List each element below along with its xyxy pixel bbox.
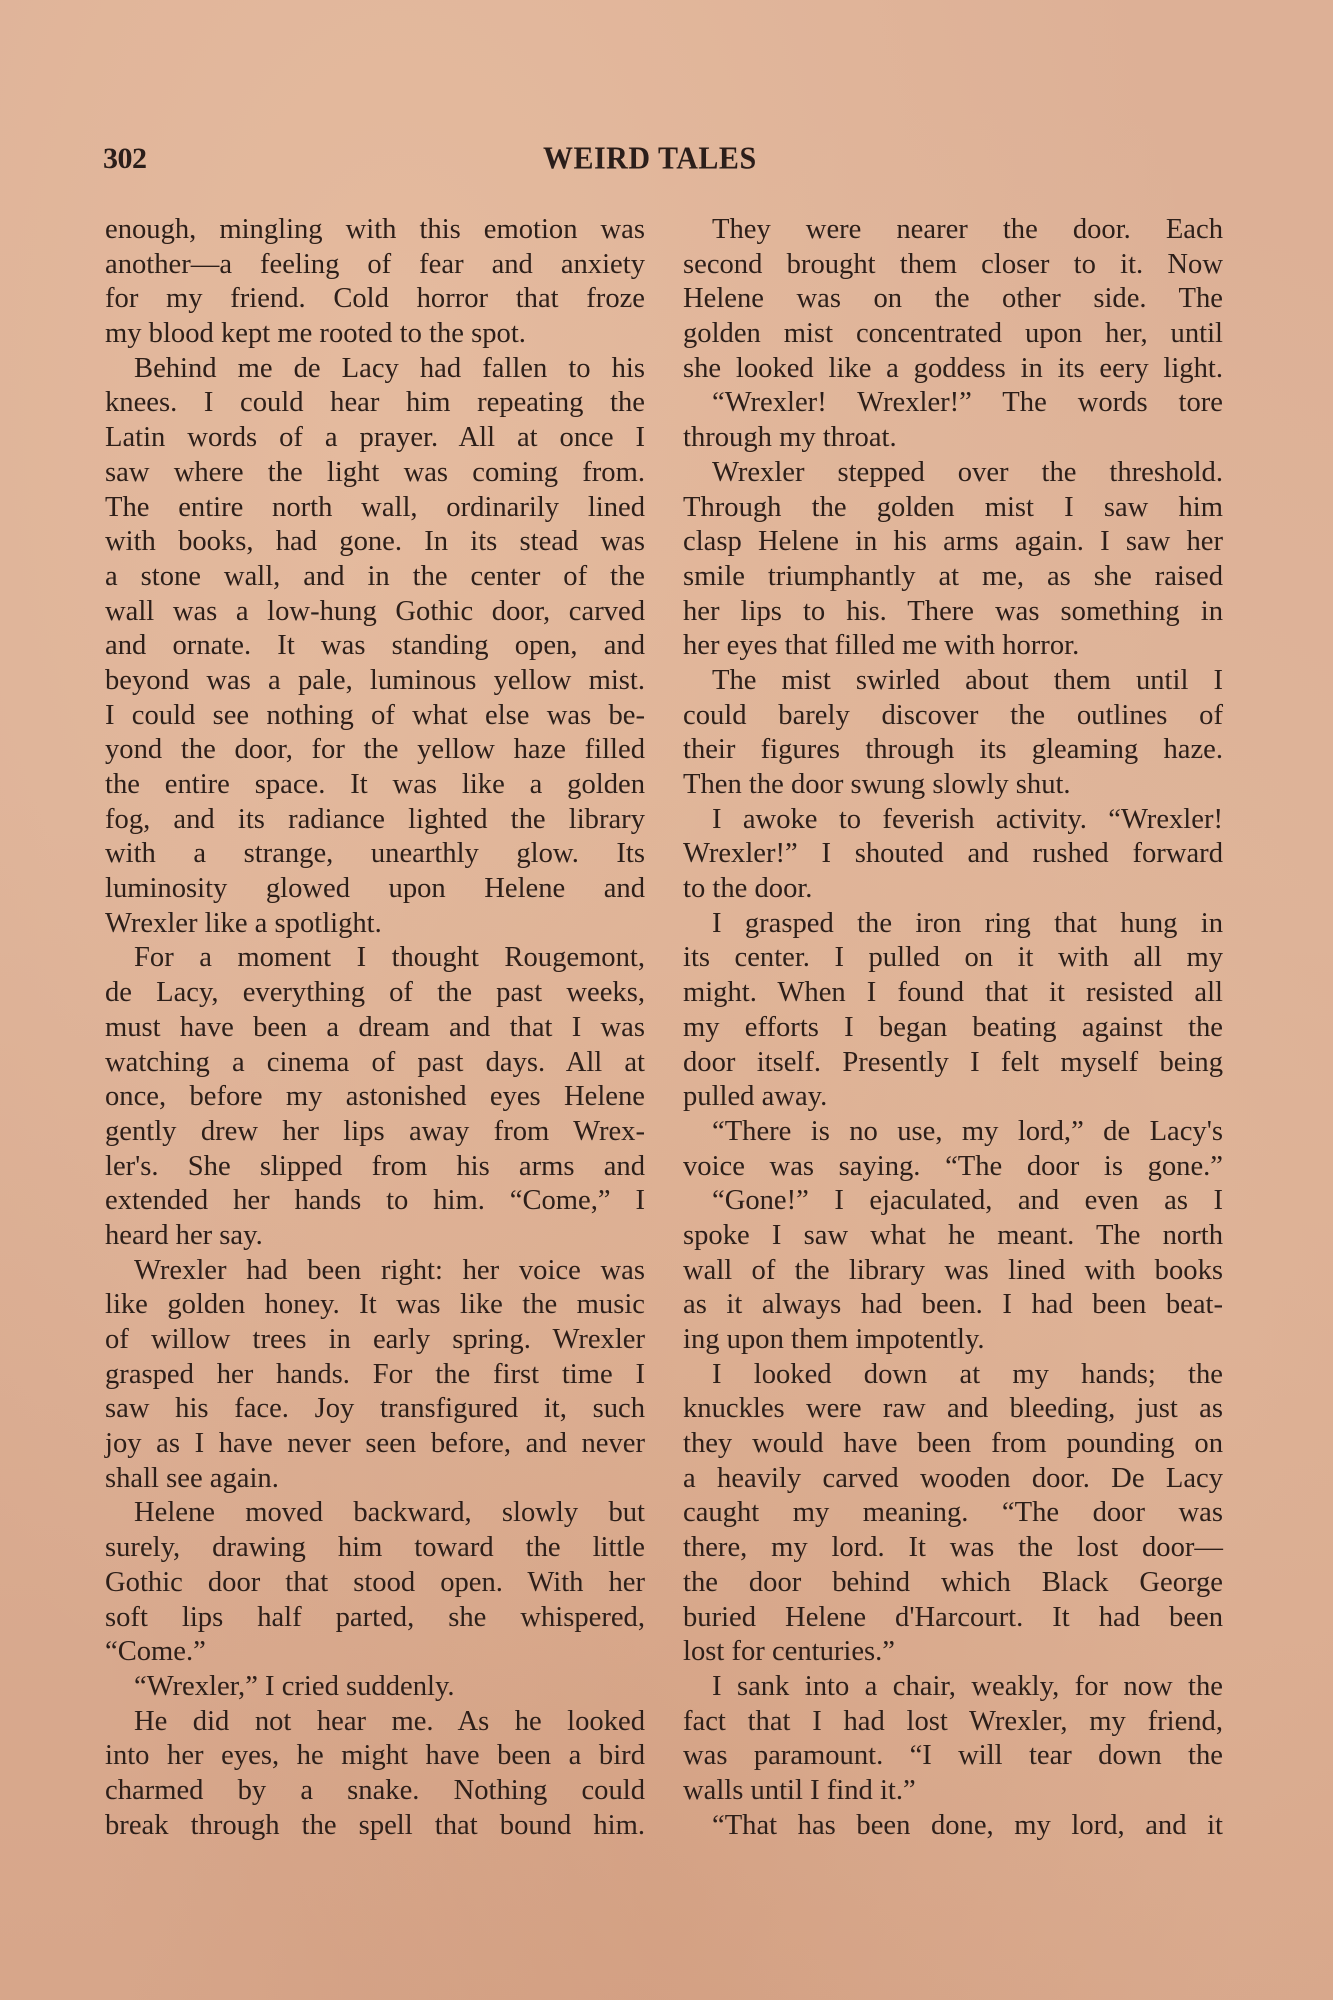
text-line: a heavily carved wooden door. De Lacy — [683, 1462, 1223, 1494]
text-line: Wrexler like a spotlight. — [105, 907, 382, 939]
text-line: could barely discover the outlines of — [683, 699, 1223, 731]
text-line: Latin words of a prayer. All at once I — [105, 422, 645, 454]
text-line: enough, mingling with this emotion was — [105, 214, 645, 245]
text-line: pulled away. — [683, 1081, 828, 1113]
text-line: with a strange, unearthly glow. Its — [105, 838, 645, 870]
text-line: golden mist concentrated upon her, until — [683, 318, 1223, 350]
text-line: grasped her hands. For the first time I — [105, 1358, 645, 1390]
text-line: For a moment I thought Rougemont, — [134, 942, 645, 974]
text-line: there, my lord. It was the lost door— — [683, 1532, 1223, 1564]
text-line: yond the door, for the yellow haze filled — [105, 734, 645, 766]
text-line: saw where the light was coming from. — [105, 456, 645, 488]
text-line: watching a cinema of past days. All at — [105, 1046, 645, 1078]
text-line: once, before my astonished eyes Helene — [105, 1081, 645, 1113]
text-line: its center. I pulled on it with all my — [683, 942, 1223, 974]
text-line: I looked down at my hands; the — [712, 1358, 1223, 1390]
text-line: saw his face. Joy transfigured it, such — [105, 1393, 645, 1425]
text-line: she looked like a goddess in its eery light. — [683, 352, 1223, 384]
text-line: The entire north wall, ordinarily lined — [105, 491, 645, 523]
text-line: like golden honey. It was like the music — [105, 1289, 645, 1321]
text-line: ing upon them impotently. — [683, 1324, 985, 1355]
text-line: Then the door swung slowly shut. — [683, 769, 1071, 800]
text-line: I sank into a chair, weakly, for now the — [712, 1670, 1223, 1702]
text-line: for my friend. Cold horror that froze — [105, 283, 645, 315]
text-line: ler's. She slipped from his arms and — [105, 1150, 645, 1182]
text-line: “That has been done, my lord, and it — [712, 1809, 1223, 1841]
text-line: fog, and its radiance lighted the library — [105, 803, 645, 835]
text-line: fact that I had lost Wrexler, my friend, — [683, 1705, 1223, 1737]
text-line: Wrexler!” I shouted and rushed forward — [683, 838, 1223, 870]
text-line: Helene was on the other side. The — [683, 283, 1223, 315]
text-line: break through the spell that bound him. — [105, 1809, 645, 1841]
text-line: clasp Helene in his arms again. I saw her — [683, 526, 1223, 558]
text-line: into her eyes, he might have been a bird — [105, 1740, 645, 1772]
text-line: They were nearer the door. Each — [712, 214, 1223, 245]
text-line: was paramount. “I will tear down the — [683, 1740, 1223, 1772]
text-line: spoke I saw what he meant. The north — [683, 1219, 1223, 1251]
text-line: her lips to his. There was something in — [683, 595, 1223, 627]
text-line: I awoke to feverish activity. “Wrexler! — [712, 803, 1223, 835]
text-line: second brought them closer to it. Now — [683, 248, 1223, 280]
text-line: soft lips half parted, she whispered, — [105, 1601, 645, 1633]
text-line: Gothic door that stood open. With her — [105, 1566, 645, 1598]
text-line: surely, drawing him toward the little — [105, 1532, 645, 1564]
text-line: luminosity glowed upon Helene and — [105, 873, 645, 905]
text-line: and ornate. It was standing open, and — [105, 630, 645, 662]
text-line: “Wrexler,” I cried suddenly. — [134, 1670, 455, 1702]
text-line: The mist swirled about them until I — [712, 664, 1223, 696]
text-column-left — [105, 213, 645, 1843]
text-line: shall see again. — [105, 1462, 279, 1494]
text-line: the door behind which Black George — [683, 1566, 1223, 1598]
text-line: smile triumphantly at me, as she raised — [683, 560, 1223, 592]
text-line: wall was a low-hung Gothic door, carved — [105, 595, 645, 627]
text-line: “Gone!” I ejaculated, and even as I — [712, 1185, 1223, 1217]
text-line: “Come.” — [105, 1636, 206, 1668]
text-line: Helene moved backward, slowly but — [134, 1497, 645, 1529]
text-line: “There is no use, my lord,” de Lacy's — [712, 1115, 1223, 1147]
text-line: Through the golden mist I saw him — [683, 491, 1223, 523]
text-line: they would have been from pounding on — [683, 1428, 1223, 1460]
text-line: voice was saying. “The door is gone.” — [683, 1150, 1223, 1182]
text-line: beyond was a pale, luminous yellow mist. — [105, 664, 645, 696]
text-line: wall of the library was lined with books — [683, 1254, 1223, 1286]
text-line: walls until I find it.” — [683, 1774, 916, 1806]
text-line: “Wrexler! Wrexler!” The words tore — [712, 387, 1223, 419]
text-line: Behind me de Lacy had fallen to his — [134, 352, 645, 384]
text-column-right — [683, 213, 1223, 1843]
text-line: knuckles were raw and bleeding, just as — [683, 1393, 1223, 1425]
text-line: I could see nothing of what else was be- — [105, 699, 645, 731]
text-line: the entire space. It was like a golden — [105, 769, 645, 800]
text-line: my efforts I began beating against the — [683, 1011, 1223, 1043]
text-line: as it always had been. I had been beat- — [683, 1289, 1223, 1321]
text-line: through my throat. — [683, 422, 897, 454]
text-line: charmed by a snake. Nothing could — [105, 1774, 645, 1806]
text-line: with books, had gone. In its stead was — [105, 526, 645, 558]
text-line: might. When I found that it resisted all — [683, 977, 1223, 1009]
text-line: heard her say. — [105, 1219, 263, 1251]
text-line: caught my meaning. “The door was — [683, 1497, 1223, 1529]
text-line: knees. I could hear him repeating the — [105, 387, 645, 419]
text-line: their figures through its gleaming haze. — [683, 734, 1223, 766]
text-line: Wrexler had been right: her voice was — [134, 1254, 645, 1286]
running-title: WEIRD TALES — [543, 141, 757, 176]
text-line: lost for centuries.” — [683, 1636, 895, 1668]
text-line: must have been a dream and that I was — [105, 1011, 645, 1043]
text-line: I grasped the iron ring that hung in — [712, 907, 1223, 939]
text-line: buried Helene d'Harcourt. It had been — [683, 1601, 1223, 1633]
text-line: to the door. — [683, 873, 813, 905]
text-line: her eyes that filled me with horror. — [683, 630, 1080, 662]
text-line: Wrexler stepped over the threshold. — [712, 456, 1223, 488]
text-line: joy as I have never seen before, and never — [105, 1428, 645, 1460]
text-line: de Lacy, everything of the past weeks, — [105, 977, 645, 1009]
text-line: gently drew her lips away from Wrex- — [105, 1115, 645, 1147]
page-number: 302 — [103, 142, 147, 175]
text-line: extended her hands to him. “Come,” I — [105, 1185, 645, 1217]
text-line: my blood kept me rooted to the spot. — [105, 318, 526, 350]
text-line: another—a feeling of fear and anxiety — [105, 248, 645, 280]
text-line: door itself. Presently I felt myself being — [683, 1046, 1223, 1078]
text-line: He did not hear me. As he looked — [134, 1705, 645, 1737]
text-line: a stone wall, and in the center of the — [105, 560, 645, 592]
text-line: of willow trees in early spring. Wrexler — [105, 1324, 645, 1355]
page-header — [0, 142, 1333, 182]
